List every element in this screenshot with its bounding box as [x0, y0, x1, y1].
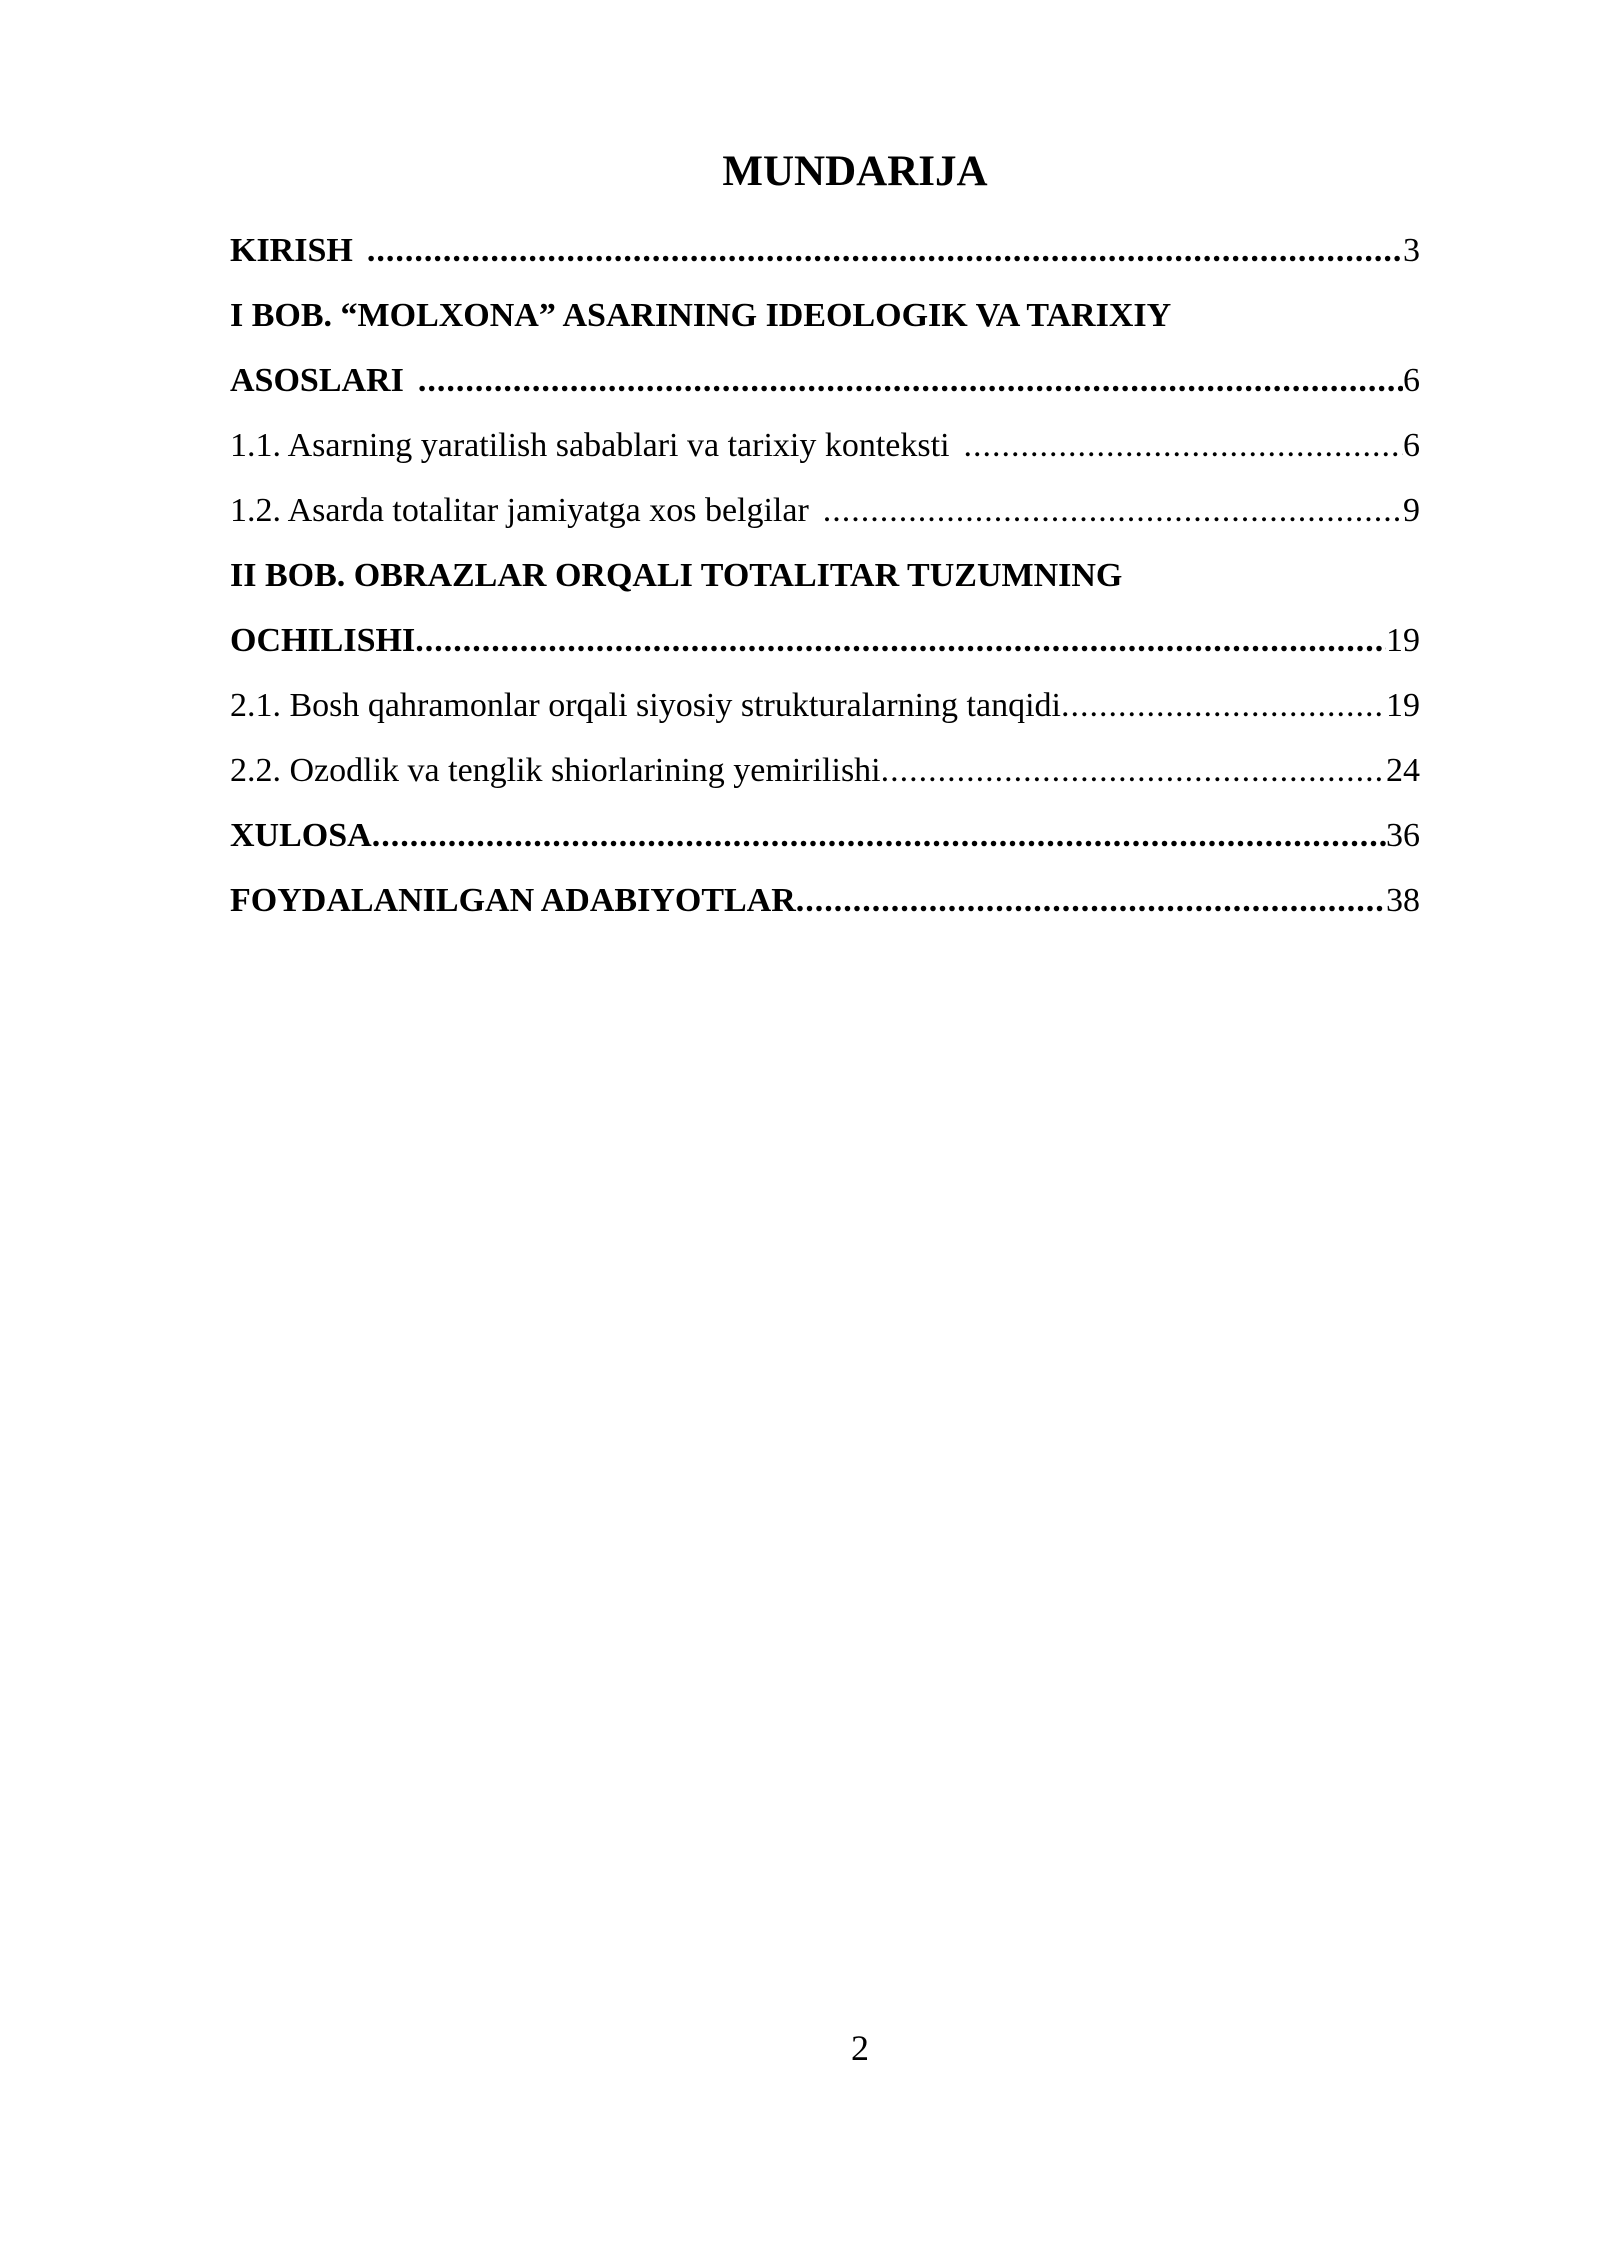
dot-leader [372, 817, 1386, 855]
toc-entry-section-1-2[interactable] [230, 478, 1420, 543]
toc-entry-chapter-1-line-1[interactable] [230, 283, 1420, 348]
toc-entry-section-2-2[interactable] [230, 738, 1420, 803]
toc-entry-section-1-1[interactable] [230, 413, 1420, 478]
toc-entry-text: 2.2. Ozodlik va tenglik shiorlarining yemirilishi [230, 751, 881, 789]
toc-entry-text: 1.2. Asarda totalitar jamiyatga xos belgilar [230, 491, 809, 529]
toc-page-number: 19 [1386, 621, 1420, 659]
footer-page-number: 2 [851, 2028, 869, 2068]
dot-leader [415, 622, 1386, 660]
table-of-contents [230, 218, 1420, 933]
toc-entry-chapter-2-line-2[interactable] [230, 608, 1420, 673]
toc-page-number: 3 [1403, 231, 1420, 269]
toc-entry-text: ASOSLARI [230, 361, 404, 399]
page-title: MUNDARIJA [722, 148, 988, 195]
toc-entry-text: FOYDALANILGAN ADABIYOTLAR [230, 881, 796, 919]
dot-leader [367, 232, 1403, 270]
toc-entry-text: 1.1. Asarning yaratilish sabablari va tarixiy konteksti [230, 426, 950, 464]
toc-entry-chapter-1-line-2[interactable] [230, 348, 1420, 413]
toc-page-number: 24 [1386, 751, 1420, 789]
toc-page-number: 38 [1386, 881, 1420, 919]
toc-entry-xulosa[interactable] [230, 803, 1420, 868]
toc-entry-text: II BOB. OBRAZLAR ORQALI TOTALITAR TUZUMNING [230, 556, 1123, 594]
toc-entry-kirish[interactable] [230, 218, 1420, 283]
toc-page-number: 6 [1403, 361, 1420, 399]
toc-page-number: 6 [1403, 426, 1420, 464]
dot-leader [1061, 687, 1386, 725]
toc-page-number: 9 [1403, 491, 1420, 529]
dot-leader [796, 882, 1386, 920]
toc-entry-references[interactable] [230, 868, 1420, 933]
dot-leader [881, 752, 1386, 790]
toc-entry-text: 2.1. Bosh qahramonlar orqali siyosiy strukturalarning tanqidi [230, 686, 1061, 724]
toc-entry-text: XULOSA [230, 816, 372, 854]
toc-entry-section-2-1[interactable] [230, 673, 1420, 738]
toc-entry-text: OCHILISHI [230, 621, 416, 659]
toc-page-number: 36 [1386, 816, 1420, 854]
dot-leader [823, 492, 1403, 530]
toc-entry-chapter-2-line-1[interactable] [230, 543, 1420, 608]
dot-leader [418, 362, 1403, 400]
toc-entry-text: KIRISH [230, 231, 353, 269]
toc-page-number: 19 [1386, 686, 1420, 724]
dot-leader [964, 427, 1403, 465]
toc-entry-text: I BOB. “MOLXONA” ASARINING IDEOLOGIK VA TARIXIY [230, 296, 1172, 334]
